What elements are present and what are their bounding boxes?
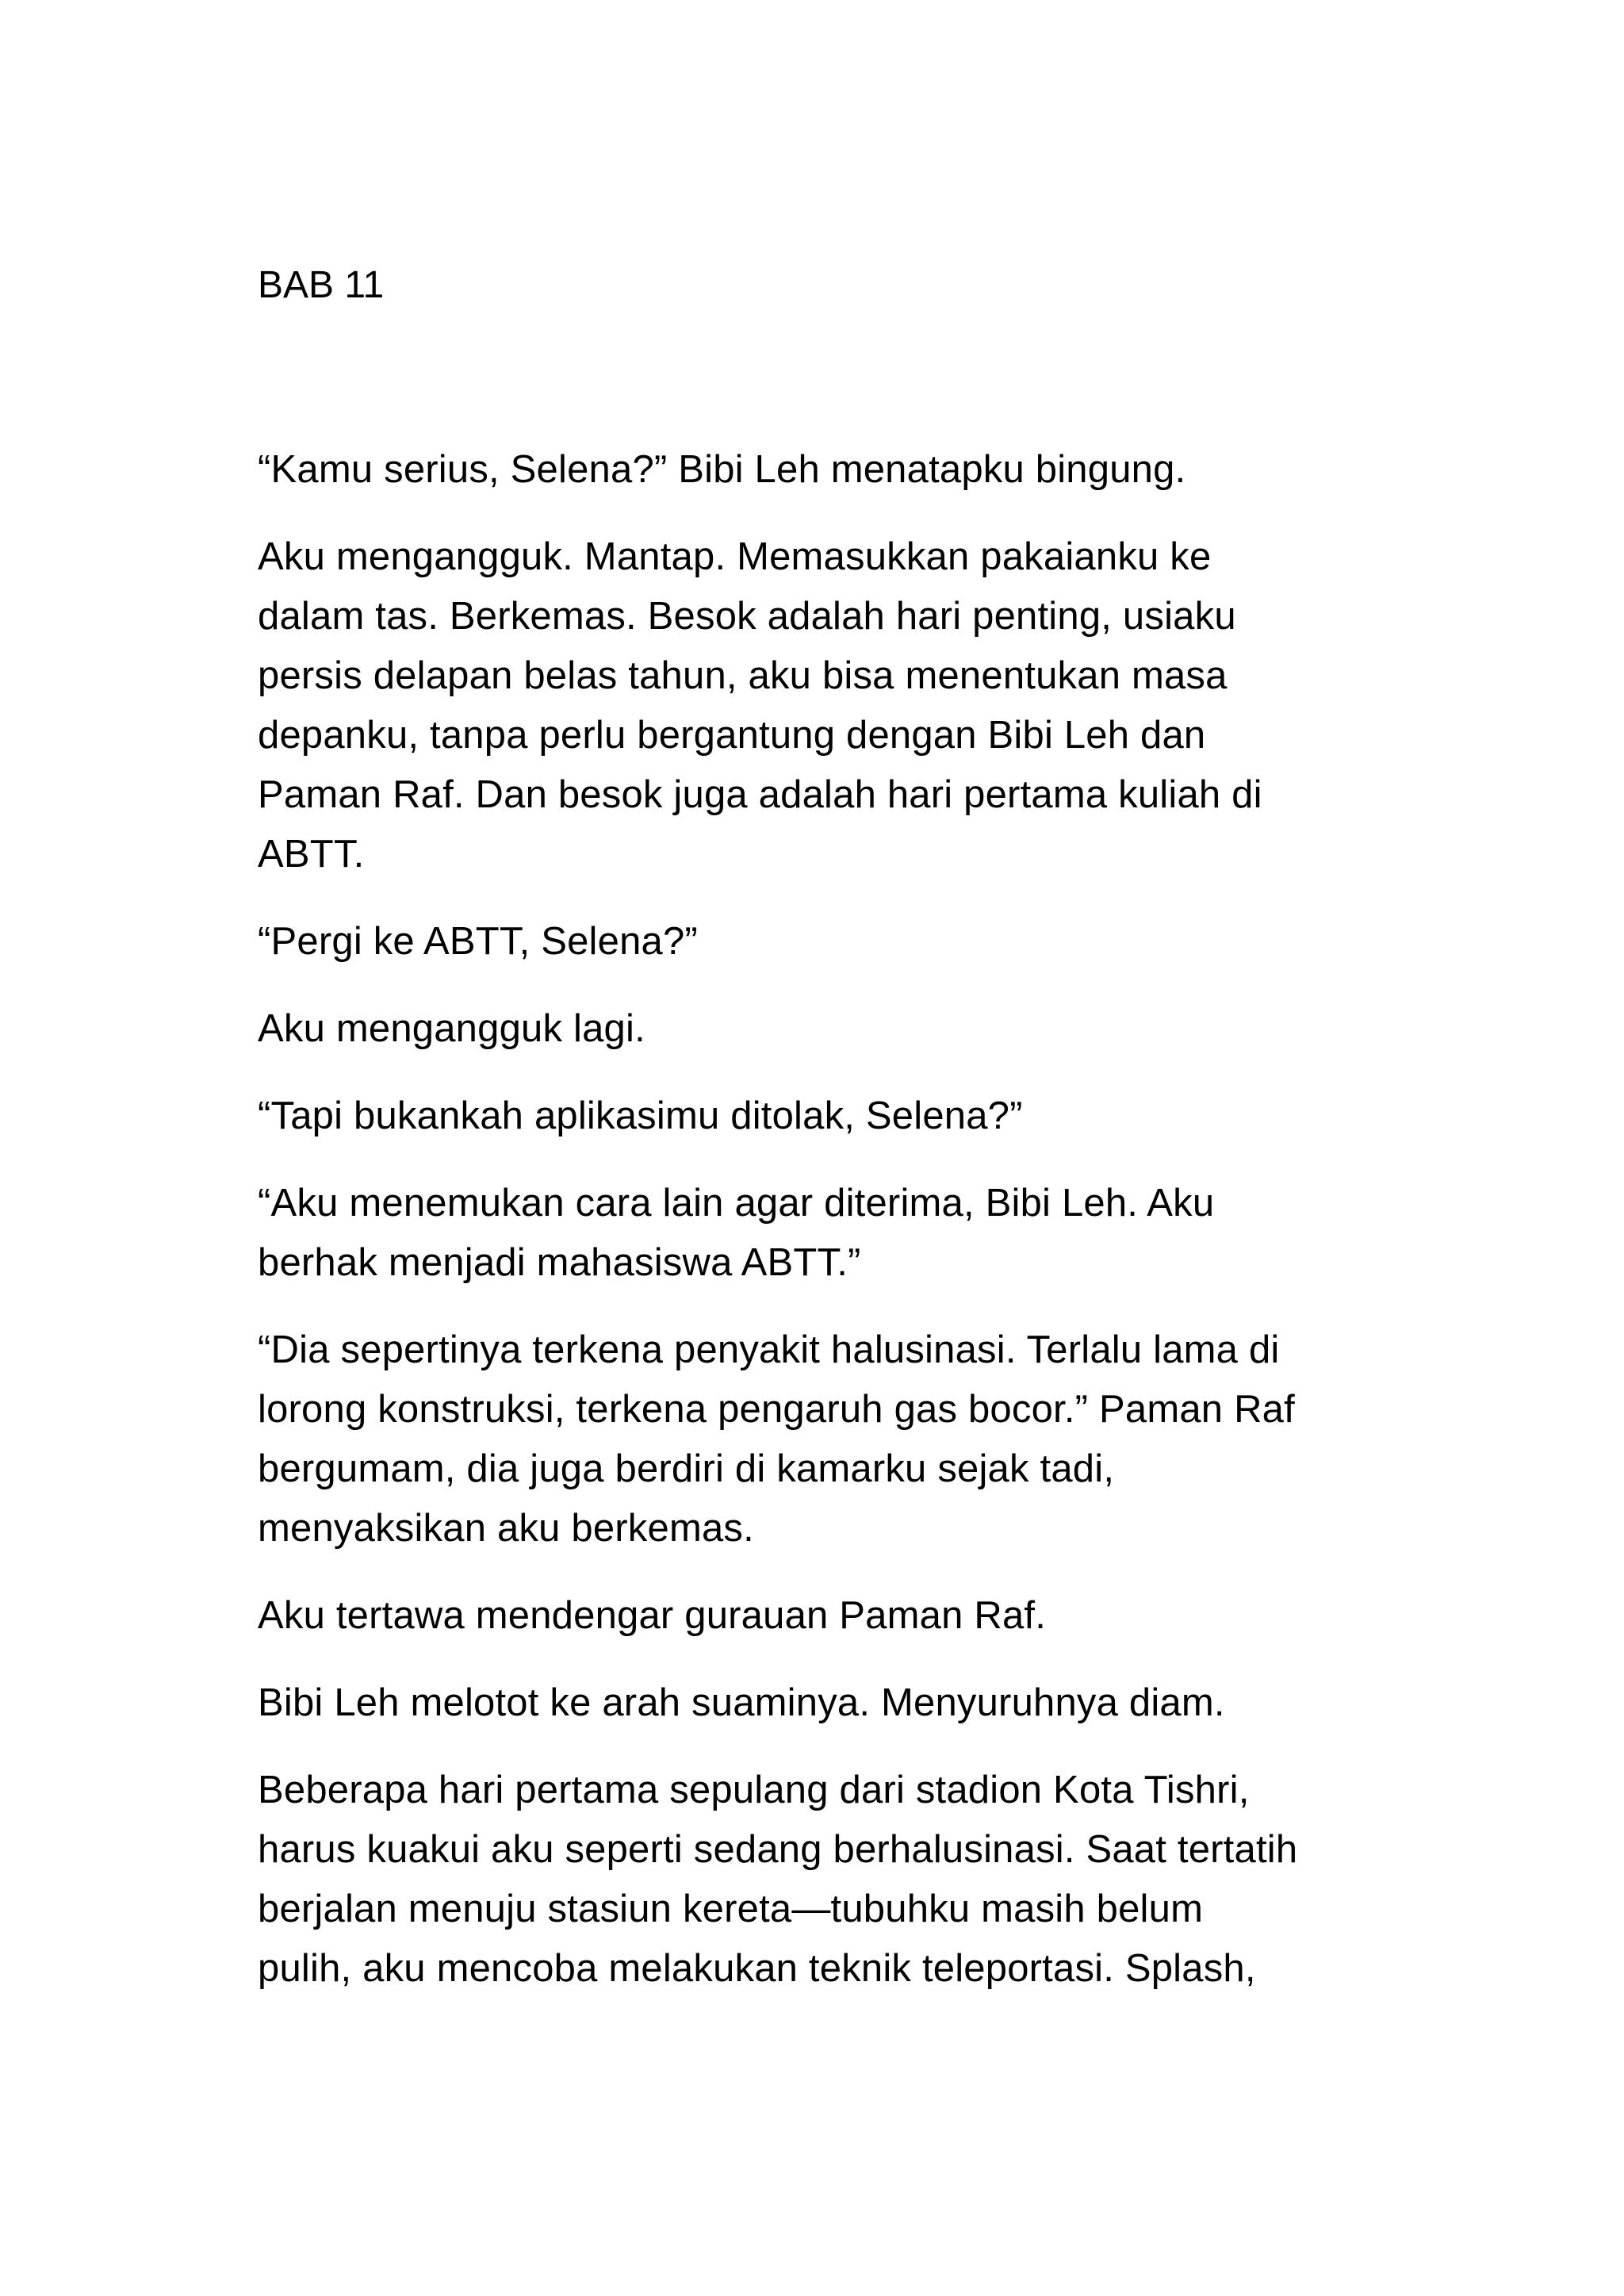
paragraph-1	[258, 440, 1384, 500]
paragraph-4	[258, 999, 1384, 1059]
text-line: menyaksikan aku berkemas.	[258, 1507, 754, 1550]
text-line: “Dia sepertinya terkena penyakit halusinasi. Terlalu lama di	[258, 1328, 1280, 1371]
text-line: “Kamu serius, Selena?” Bibi Leh menatapku bingung.	[258, 448, 1186, 491]
paragraph-3	[258, 912, 1384, 972]
text-line: Aku tertawa mendengar gurauan Paman Raf.	[258, 1594, 1047, 1637]
text-line: lorong konstruksi, terkena pengaruh gas bocor.” Paman Raf	[258, 1388, 1295, 1431]
text-line: Beberapa hari pertama sepulang dari stadion Kota Tishri,	[258, 1769, 1250, 1811]
paragraph-6	[258, 1174, 1384, 1293]
text-line: Aku mengangguk lagi.	[258, 1007, 645, 1050]
text-line: dalam tas. Berkemas. Besok adalah hari penting, usiaku	[258, 595, 1236, 638]
paragraph-10	[258, 1761, 1384, 1999]
text-line: pulih, aku mencoba melakukan teknik teleportasi. Splash,	[258, 1947, 1256, 1990]
body-text	[258, 440, 1384, 2026]
text-line: berhak menjadi mahasiswa ABTT.”	[258, 1241, 861, 1284]
text-line: “Pergi ke ABTT, Selena?”	[258, 920, 698, 963]
text-line: Bibi Leh melotot ke arah suaminya. Menyuruhnya diam.	[258, 1681, 1225, 1724]
paragraph-7	[258, 1320, 1384, 1558]
paragraph-8	[258, 1586, 1384, 1646]
paragraph-2	[258, 527, 1384, 884]
text-line: depanku, tanpa perlu bergantung dengan Bibi Leh dan	[258, 714, 1206, 757]
text-line: harus kuakui aku seperti sedang berhalusinasi. Saat tertatih	[258, 1828, 1298, 1871]
text-line: Aku mengangguk. Mantap. Memasukkan pakaianku ke	[258, 535, 1212, 578]
text-line: “Tapi bukankah aplikasimu ditolak, Selena?”	[258, 1094, 1023, 1137]
paragraph-5	[258, 1087, 1384, 1146]
text-line: persis delapan belas tahun, aku bisa menentukan masa	[258, 654, 1228, 697]
text-line: “Aku menemukan cara lain agar diterima, Bibi Leh. Aku	[258, 1182, 1215, 1225]
chapter-heading: BAB 11	[258, 264, 385, 306]
paragraph-9	[258, 1673, 1384, 1733]
text-line: bergumam, dia juga berdiri di kamarku sejak tadi,	[258, 1447, 1115, 1490]
text-line: Paman Raf. Dan besok juga adalah hari pertama kuliah di	[258, 773, 1262, 816]
text-line: berjalan menuju stasiun kereta—tubuhku masih belum	[258, 1888, 1204, 1930]
text-line: ABTT.	[258, 833, 365, 876]
